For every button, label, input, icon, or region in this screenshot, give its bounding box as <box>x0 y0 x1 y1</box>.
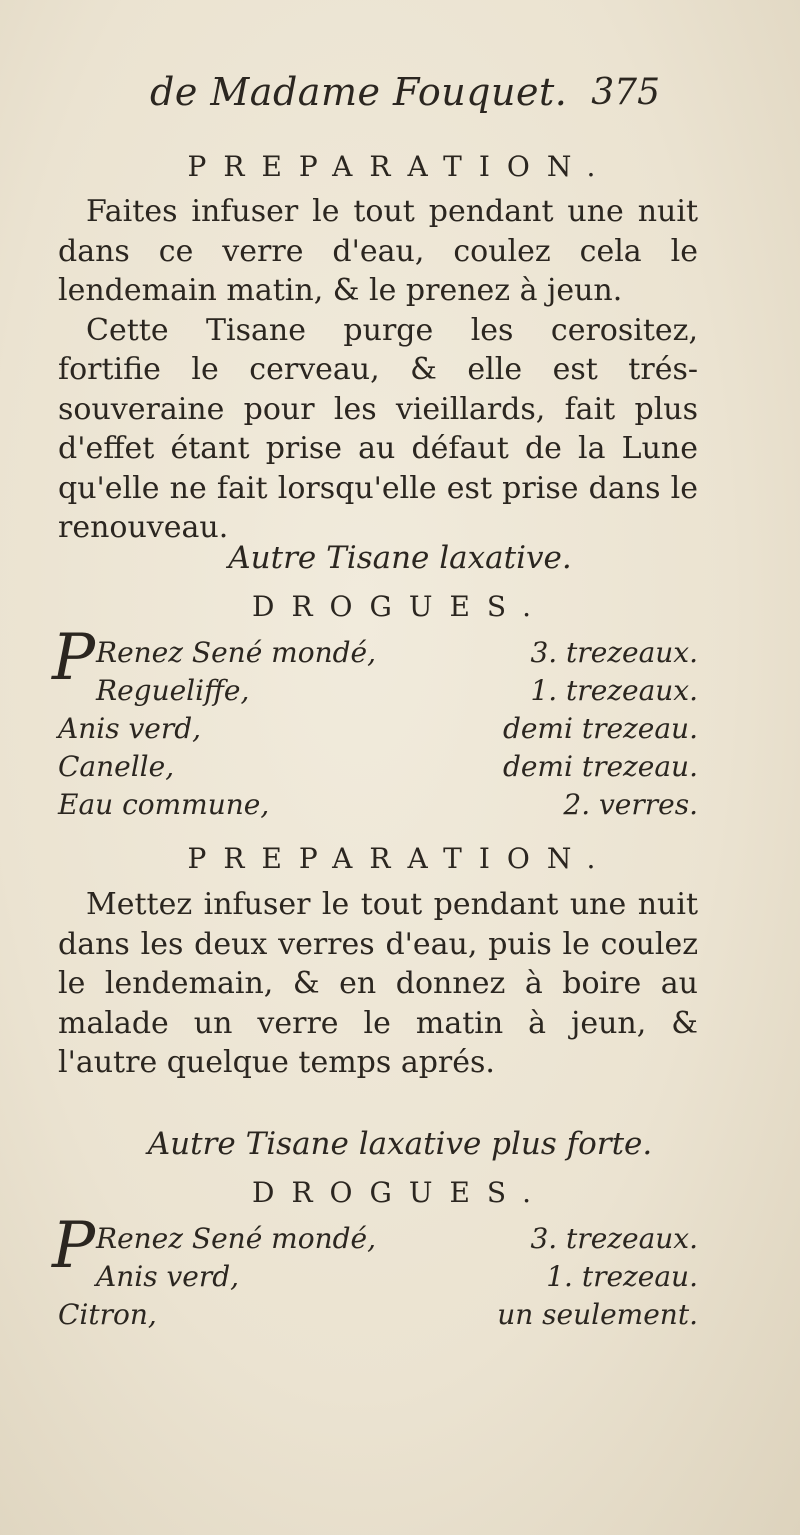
drug-name: Renez Sené mondé, <box>96 1222 376 1255</box>
drop-cap: P <box>52 621 96 695</box>
drug-name: Renez Sené mondé, <box>96 636 376 669</box>
drug-name: Anis verd, <box>96 1260 240 1293</box>
drug-item <box>58 1260 698 1298</box>
drug-item <box>58 674 698 712</box>
drug-quantity: 1. trezeaux. <box>530 674 698 707</box>
paragraph: Cette Tisane purge les cerositez, fortifie le cerveau, & elle est trés-souveraine pour les vieillards, fait plus d'effet étant prise au défaut de la Lune qu'elle ne fait lorsqu'elle est prise dans le renouveau. <box>58 312 698 545</box>
drug-list <box>58 1222 698 1336</box>
section-heading-preparation: PREPARATION. <box>187 842 613 875</box>
drug-name: Eau commune, <box>58 788 270 821</box>
drug-quantity: demi trezeau. <box>502 712 698 745</box>
drug-list <box>58 636 698 826</box>
drug-item <box>58 1298 698 1336</box>
running-title: de Madame Fouquet. <box>150 70 568 114</box>
page-header <box>120 70 680 120</box>
drug-name: Citron, <box>58 1298 157 1331</box>
drug-quantity: demi trezeau. <box>502 750 698 783</box>
recipe-title: Autre Tisane laxative plus forte. <box>147 1126 653 1162</box>
drop-cap: P <box>52 1209 96 1283</box>
drug-quantity: 2. verres. <box>563 788 698 821</box>
drug-item <box>58 750 698 788</box>
preparation-text <box>58 885 698 1083</box>
drug-quantity: 3. trezeaux. <box>530 636 698 669</box>
paragraph: Mettez infuser le tout pendant une nuit dans les deux verres d'eau, puis le coulez le lendemain, & en donnez à boire au malade un verre le matin à jeun, & l'autre quelque temps aprés. <box>58 887 698 1080</box>
drug-item <box>58 636 698 674</box>
paragraph: Faites infuser le tout pendant une nuit dans ce verre d'eau, coulez cela le lendemain matin, & le prenez à jeun. <box>58 194 698 308</box>
drug-quantity: 1. trezeau. <box>546 1260 698 1293</box>
drugs-heading: DROGUES. <box>252 590 548 623</box>
drug-name: Anis verd, <box>58 712 202 745</box>
recipe-title: Autre Tisane laxative. <box>228 540 572 576</box>
preparation-text <box>58 192 698 548</box>
drugs-heading: DROGUES. <box>252 1176 548 1209</box>
drug-name: Regueliffe, <box>96 674 250 707</box>
page-number: 375 <box>591 72 660 113</box>
drug-quantity: un seulement. <box>497 1298 698 1331</box>
drug-item <box>58 788 698 826</box>
drug-name: Canelle, <box>58 750 175 783</box>
section-heading-preparation: PREPARATION. <box>187 150 613 183</box>
drug-quantity: 3. trezeaux. <box>530 1222 698 1255</box>
drug-item <box>58 712 698 750</box>
drug-item <box>58 1222 698 1260</box>
